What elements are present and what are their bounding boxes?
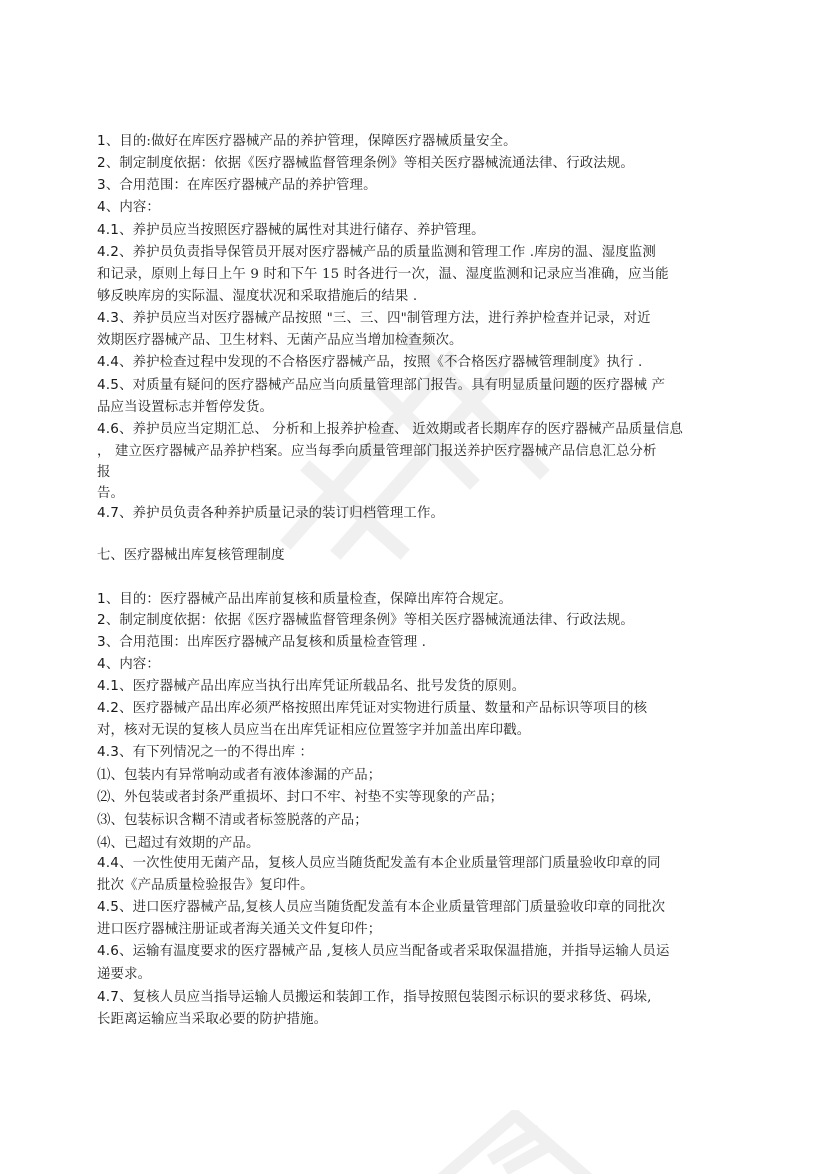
paragraph-line: 4.3、养护员应当对医疗器械产品按照 "三、三、四"制管理方法，进行养护检查并记录，对近 (97, 310, 651, 326)
paragraph-line: 4.7、复核人员应当指导运输人员搬运和装卸工作，指导按照包装图示标识的要求移货、码垛, (97, 989, 652, 1005)
paragraph-line: 4.6、运输有温度要求的医疗器械产品 ,复核人员应当配备或者采取保温措施，并指导运输人员运 (97, 943, 670, 959)
section-heading: 七、医疗器械出库复核管理制度 (97, 548, 285, 563)
list-item: ⑵、外包装或者封条严重损坏、封口不牢、衬垫不实等现象的产品； (97, 790, 504, 805)
paragraph-line: 4.5、进口医疗器械产品,复核人员应当随货配发盖有本企业质量管理部门质量验收印章的同批次 (97, 899, 666, 915)
paragraph-line: 4.2、医疗器械产品出库必须严格按照出库凭证对实物进行质量、数量和产品标识等项目的核 (97, 700, 648, 716)
paragraph-line: 4.2、养护员负责指导保管员开展对医疗器械产品的质量监测和管理工作 .库房的温、湿度监测 (97, 244, 656, 260)
paragraph-line: 报 (97, 465, 111, 480)
paragraph-line: 够反映库房的实际温、湿度状况和采取措施后的结果 . (97, 289, 418, 304)
paragraph-line: 3、合用范围：在库医疗器械产品的养护管理。 (97, 177, 377, 193)
list-item: ⑷、已超过有效期的产品。 (97, 836, 260, 851)
list-item: ⑴、包装内有异常响动或者有液体渗漏的产品； (97, 768, 382, 783)
paragraph-line: 4.4、一次性使用无菌产品，复核人员应当随货配发盖有本企业质量管理部门质量验收印章的同 (97, 855, 661, 871)
paragraph-line: 告。 (97, 486, 125, 501)
list-item: ⑶、包装标识含糊不清或者标签脱落的产品； (97, 813, 368, 828)
paragraph-line: 4.1、养护员应当按照医疗器械的属性对其进行储存、养护管理。 (97, 222, 485, 238)
paragraph-line: 4、内容： (97, 656, 160, 672)
paragraph-line: 递要求。 (97, 967, 152, 982)
paragraph-line: 4.3、有下列情况之一的不得出库 ： (97, 744, 314, 760)
paragraph-line: 4.4、养护检查过程中发现的不合格医疗器械产品，按照《不合格医疗器械管理制度》执行 . (97, 354, 643, 370)
paragraph-line: 4、内容： (97, 199, 160, 215)
paragraph-line: 1、目的：医疗器械产品出库前复核和质量检查，保障出库符合规定。 (97, 591, 513, 607)
watermark-diamond-icon (430, 1110, 630, 1174)
paragraph-line: 和记录，原则上每日上午 9 时和下午 15 时各进行一次，温、湿度监测和记录应当准确，应当能 (97, 267, 669, 282)
paragraph-line: 进口医疗器械注册证或者海关通关文件复印件； (97, 922, 382, 937)
paragraph-line: 4.6、养护员应当定期汇总、 分析和上报养护检查、 近效期或者长期库存的医疗器械产品质量信息 (97, 421, 684, 437)
paragraph-line: 长距离运输应当采取必要的防护措施。 (97, 1012, 328, 1027)
paragraph-line: 2、制定制度依据：依据《医疗器械监督管理条例》等相关医疗器械流通法律、行政法规。 (97, 155, 634, 171)
paragraph-line: 效期医疗器械产品、卫生材料、无菌产品应当增加检查频次。 (97, 333, 463, 348)
paragraph-line: 3、合用范围：出库医疗器械产品复核和质量检查管理 . (97, 634, 427, 650)
paragraph-line: ， 建立医疗器械产品养护档案。应当每季向质量管理部门报送养护医疗器械产品信息汇总分析 (97, 444, 657, 459)
paragraph-line: 4.1、医疗器械产品出库应当执行出库凭证所载品名、批号发货的原则。 (97, 678, 526, 694)
paragraph-line: 对，核对无误的复核人员应当在出库凭证相应位置签字并加盖出库印戳。 (97, 723, 531, 738)
paragraph-line: 1、目的:做好在库医疗器械产品的养护管理，保障医疗器械质量安全。 (97, 133, 517, 149)
paragraph-line: 品应当设置标志并暂停发货。 (97, 400, 274, 415)
paragraph-line: 4.5、对质量有疑问的医疗器械产品应当向质量管理部门报告。具有明显质量问题的医疗器械 产 (97, 377, 666, 393)
paragraph-line: 批次《产品质量检验报告》复印件。 (97, 878, 314, 893)
paragraph-line: 2、制定制度依据：依据《医疗器械监督管理条例》等相关医疗器械流通法律、行政法规。 (97, 612, 634, 628)
paragraph-line: 4.7、养护员负责各种养护质量记录的装订归档管理工作。 (97, 505, 445, 521)
